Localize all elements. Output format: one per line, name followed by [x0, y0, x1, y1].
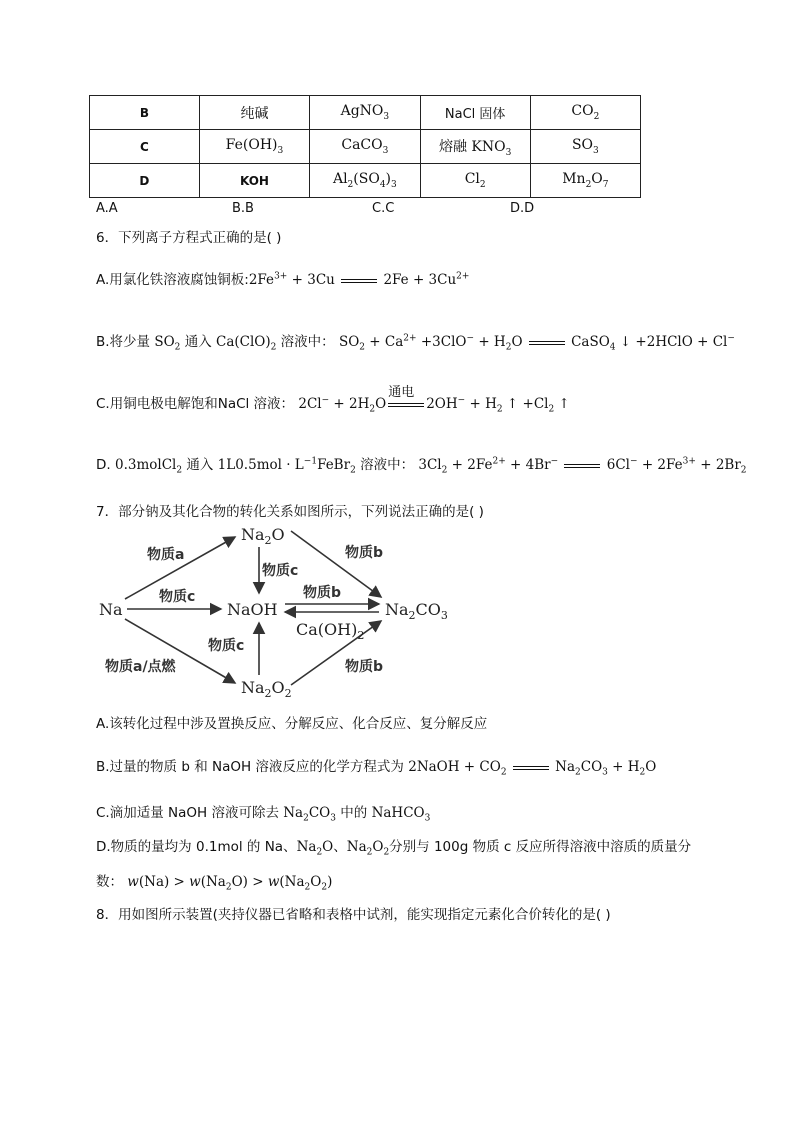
table-cell: KOH: [199, 164, 309, 198]
table-cell: CaCO$_3$: [310, 130, 420, 164]
row-label: D: [90, 164, 200, 198]
table-cell: 纯碱: [199, 96, 309, 130]
label-substance-c-bottom: 物质c: [208, 638, 245, 654]
q7-option-b[interactable]: B.过量的物质 b 和 NaOH 溶液反应的化学方程式为 2NaOH + $CO_2$ $Na_2CO_3 + H_2O$: [96, 759, 657, 778]
q7-option-d[interactable]: D.物质的量均为 0.1mol 的 Na、$Na_2O$、$Na_2O_2$分别与 100g 物质 c 反应所得溶液中溶质的质量分: [96, 839, 692, 858]
q7-option-c[interactable]: C.滴加适量 NaOH 溶液可除去 $Na_2CO_3$ 中的 NaHCO$_3$: [96, 805, 431, 824]
label-substance-c-left: 物质c: [159, 589, 196, 605]
q6-option-b[interactable]: B.将少量 $SO_2$ 通入 $Ca(ClO)_2$ 溶液中： $SO_2 + Ca^{2+} +3ClO^- + H_2O$ CaSO$_4$ ↓ +2HClO + Cl−: [96, 333, 735, 353]
node-na: Na: [99, 600, 123, 619]
label-substance-c-top: 物质c: [262, 563, 299, 579]
table-row: [90, 96, 641, 130]
table-cell: $Fe(OH)_3$: [199, 130, 309, 164]
q6-option-a[interactable]: A.用氯化铁溶液腐蚀铜板$:2Fe^{3+} + 3Cu$ $2Fe + 3Cu^{2+}$: [96, 271, 470, 288]
choice-c[interactable]: C.C: [372, 201, 395, 216]
row-label: B: [90, 96, 200, 130]
table-cell: $Cl_2$: [420, 164, 530, 198]
sodium-conversion-diagram: [95, 515, 455, 700]
label-substance-a-ignite: 物质a/点燃: [105, 659, 176, 675]
label-substance-b-top: 物质b: [345, 545, 384, 561]
row-label: C: [90, 130, 200, 164]
question-8-stem: 8．用如图所示装置(夹持仪器已省略和表格中试剂，能实现指定元素化合价转化的是( ): [96, 907, 611, 923]
label-substance-a: 物质a: [147, 547, 185, 563]
question-6-stem: 6．下列离子方程式正确的是( ): [96, 230, 282, 246]
table-cell: $CO_2$: [530, 96, 640, 130]
q7-option-a[interactable]: A.该转化过程中涉及置换反应、分解反应、化合反应、复分解反应: [96, 716, 488, 732]
node-na2co3: $Na_2CO_3$: [385, 600, 448, 622]
q6-option-c[interactable]: C.用铜电极电解饱和NaCl 溶液： $2Cl^- + 2H_2O$ 通电 $2OH^- + H_2$ ↑ $+Cl_2$ ↑: [96, 392, 570, 415]
table-row: [90, 130, 641, 164]
option-table: [89, 95, 641, 198]
label-substance-b-bottom: 物质b: [345, 659, 384, 675]
question-7-stem: 7．部分钠及其化合物的转化关系如图所示，下列说法正确的是( ): [96, 504, 484, 520]
label-substance-b-mid: 物质b: [303, 585, 342, 601]
label-caoh2: $Ca(OH)_2$: [296, 620, 365, 642]
node-na2o: $Na_2O$: [241, 525, 285, 547]
q6-option-d[interactable]: D. 0.3molCl$_2$ 通入 $1L0.5mol \cdot L^{-1}FeBr_2$ 溶液中： $3Cl_2 + 2Fe^{2+} + 4Br^-$ $6Cl^- + 2Fe^{3+} + 2Br_2$: [96, 456, 747, 476]
table-cell: 熔融 $KNO_3$: [420, 130, 530, 164]
table-row: [90, 164, 641, 198]
choice-a[interactable]: A.A: [96, 201, 118, 216]
table-cell: $Mn_2O_7$: [530, 164, 640, 198]
node-naoh: NaOH: [227, 600, 278, 619]
choice-b[interactable]: B.B: [232, 201, 254, 216]
table-cell: AgNO$_3$: [310, 96, 420, 130]
table-cell: $SO_3$: [530, 130, 640, 164]
table-cell: $Al_2(SO_4)_3$: [310, 164, 420, 198]
condition-electrolysis: 通电: [388, 385, 415, 400]
table-cell: NaCl 固体: [420, 96, 530, 130]
node-na2o2: $Na_2O_2$: [241, 678, 292, 700]
choice-d[interactable]: D.D: [510, 201, 535, 216]
q7-option-d-line2: 数： $w(Na) > w(Na_2O) > w(Na_2O_2)$: [96, 874, 333, 893]
